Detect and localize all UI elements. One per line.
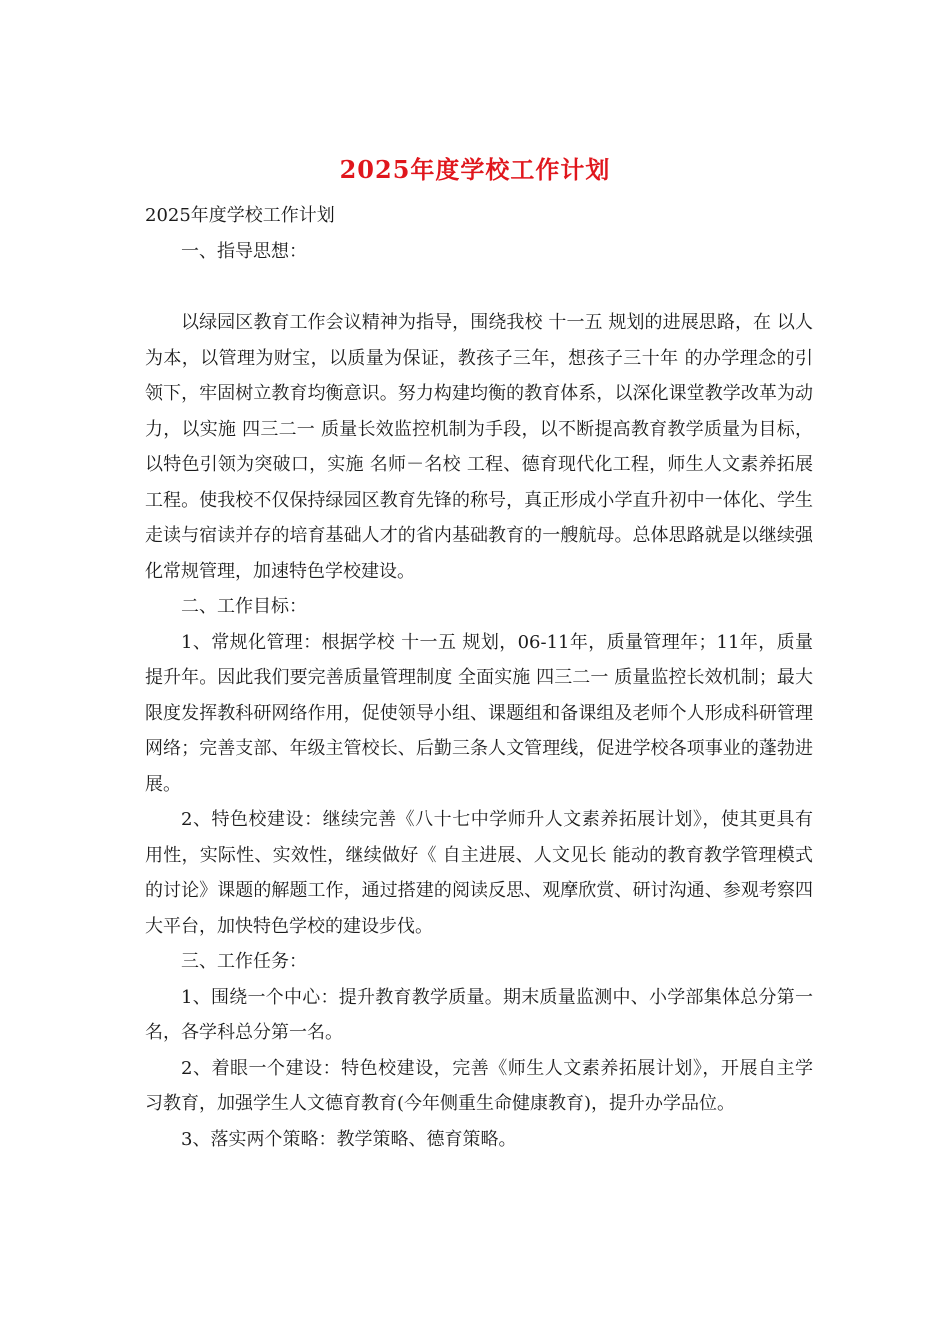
- document-subtitle: 2025年度学校工作计划: [145, 205, 335, 226]
- paragraph-spacer: [145, 269, 813, 305]
- paragraph-task-one-construction: 2、着眼一个建设：特色校建设，完善《师生人文素养拓展计划》，开展自主学习教育，加强学生人文德育教育(今年侧重生命健康教育)，提升办学品位。: [145, 1057, 813, 1114]
- document-body: [145, 198, 813, 1157]
- section-heading-guiding-ideology: 一、指导思想：: [181, 240, 307, 262]
- section-heading-work-goals: 二、工作目标：: [181, 596, 307, 617]
- paragraph-featured-school: 2、特色校建设：继续完善《八十七中学师升人文素养拓展计划》，使其更具有用性，实际性、实效性，继续做好《 自主进展、人文见长 能动的教育教学管理模式的讨论》课题的解题工作，通过搭建的阅读反思、观摩欣赏、研讨沟通、参观考察四大平台，加快特色学校的建设步伐。: [145, 809, 813, 937]
- paragraph-guiding-ideology: 以绿园区教育工作会议精神为指导，围绕我校 十一五 规划的进展思路，在 以人为本，以管理为财宝，以质量为保证，教孩子三年，想孩子三十年 的办学理念的引领下，牢固树立教育均衡意识。努力构建均衡的教育体系，以深化课堂教学改革为动力，以实施 四三二一 质量长效监控机制为手段，以不断提高教育教学质量为目标，以特色引领为突破口，实施 名师－名校 工程、德育现代化工程，师生人文素养拓展工程。使我校不仅保持绿园区教育先锋的称号，真正形成小学直升初中一体化、学生走读与宿读并存的培育基础人才的省内基础教育的一艘航母。总体思路就是以继续强化常规管理，加速特色学校建设。: [145, 312, 813, 582]
- page-title: 2025年度学校工作计划: [339, 155, 611, 184]
- section-heading-work-tasks: 三、工作任务：: [181, 951, 307, 972]
- paragraph-task-one-center: 1、围绕一个中心：提升教育教学质量。期末质量监测中、小学部集体总分第一名，各学科总分第一名。: [145, 986, 813, 1043]
- paragraph-task-two-strategies: 3、落实两个策略：教学策略、德育策略。: [181, 1128, 517, 1150]
- paragraph-routine-management: 1、常规化管理：根据学校 十一五 规划，06-11年，质量管理年；11年，质量提升年。因此我们要完善质量管理制度 全面实施 四三二一 质量监控长效机制；最大限度发挥教科研网络作用，促使领导小组、课题组和备课组及老师个人形成科研管理网络；完善支部、年级主管校长、后勤三条人文管理线，促进学校各项事业的蓬勃进展。: [145, 631, 813, 795]
